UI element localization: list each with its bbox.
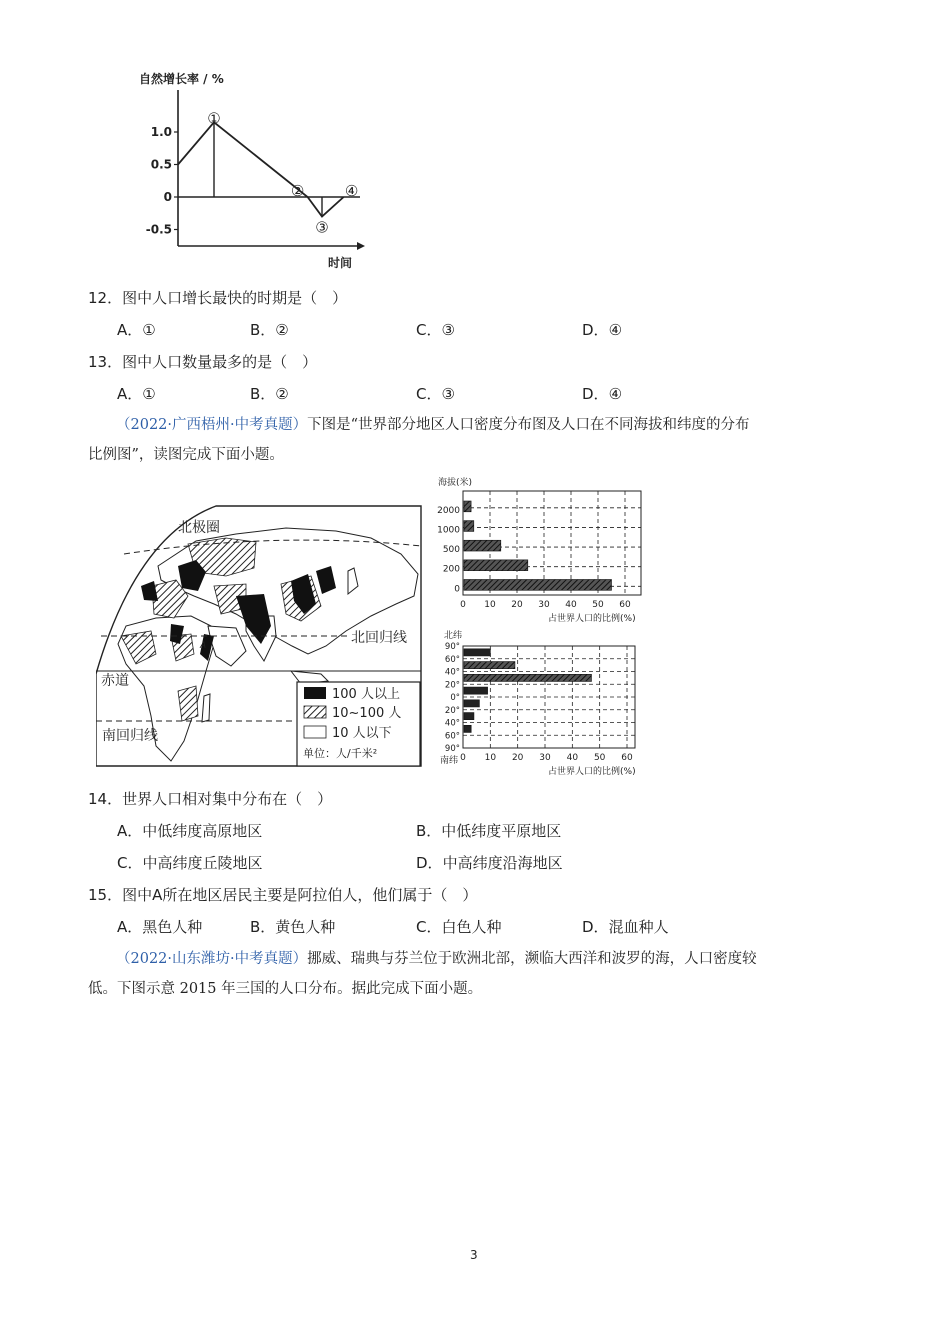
q13-option-a[interactable]: A．① xyxy=(117,385,156,403)
altitude-tick-label: 1000 xyxy=(437,525,460,536)
latitude-tick-label: 20° xyxy=(444,705,460,716)
q12-option-b[interactable]: B．② xyxy=(250,321,289,339)
q14-option-b[interactable]: B．中低纬度平原地区 xyxy=(416,822,562,840)
question-text: 世界人口相对集中分布在（ ） xyxy=(122,790,333,808)
latitude-bar xyxy=(464,725,471,732)
q14-option-d[interactable]: D．中高纬度沿海地区 xyxy=(416,854,563,872)
altitude-xtick-label: 40 xyxy=(565,600,577,610)
tropic-cancer-label: 北回归线 xyxy=(351,630,407,646)
growth-chart-ylabel: 自然增长率 / % xyxy=(139,72,224,86)
legend-unit-label: 单位：人/千米² xyxy=(303,747,378,760)
latitude-bar xyxy=(464,700,479,707)
question-text: 图中A所在地区居民主要是阿拉伯人，他们属于（ ） xyxy=(122,886,478,904)
altitude-xtick-label: 0 xyxy=(460,600,466,610)
growth-rate-chart xyxy=(135,68,370,273)
question-text: 图中人口增长最快的时期是（ ） xyxy=(122,289,348,307)
population-density-map xyxy=(96,476,426,776)
altitude-tick-label: 200 xyxy=(442,564,460,575)
growth-chart-x-arrow xyxy=(357,242,365,250)
growth-chart-point-label: ④ xyxy=(344,182,359,200)
q13-option-b[interactable]: B．② xyxy=(250,385,289,403)
legend-swatch-high xyxy=(304,687,326,699)
arctic-circle-label: 北极圈 xyxy=(178,520,220,536)
altitude-xtick-label: 60 xyxy=(619,600,631,610)
growth-chart-ytick-label: 0.5 xyxy=(150,157,172,172)
question-14 xyxy=(88,788,332,810)
growth-chart-xlabel: 时间 xyxy=(328,256,353,270)
latitude-chart-ylabel-top: 北纬 xyxy=(444,631,463,641)
growth-chart-ytick-label: 0 xyxy=(163,190,172,204)
altitude-bar xyxy=(464,501,471,512)
altitude-chart-xlabel: 占世界人口的比例(%) xyxy=(548,614,636,624)
question-number: 15． xyxy=(88,886,123,904)
growth-chart-point-label: ③ xyxy=(315,218,329,237)
map-legend xyxy=(297,682,420,766)
latitude-xtick-label: 40 xyxy=(566,753,579,763)
point-a-label: A xyxy=(200,641,207,651)
page-number: 3 xyxy=(470,1248,478,1262)
altitude-bar xyxy=(464,540,501,551)
question-13 xyxy=(88,351,317,373)
legend-mid-label: 10~100 人 xyxy=(332,706,402,721)
source-tag: （2022·广西梧州·中考真题） xyxy=(116,417,308,433)
latitude-bar xyxy=(464,674,591,681)
q15-option-d[interactable]: D．混血种人 xyxy=(582,918,669,936)
latitude-xtick-label: 0 xyxy=(460,753,466,763)
question-number: 14． xyxy=(88,790,123,808)
legend-high-label: 100 人以上 xyxy=(332,687,400,702)
latitude-tick-label: 40° xyxy=(444,718,460,729)
latitude-tick-label: 0° xyxy=(450,693,460,703)
intro-paragraph-2: （2022·山东潍坊·中考真题）挪威、瑞典与芬兰位于欧洲北部，濒临大西洋和波罗的海，人口密度较 低。下图示意 2015 年三国的人口分布。据此完成下面小题。 xyxy=(88,951,757,997)
legend-swatch-low xyxy=(304,726,326,738)
legend-swatch-mid xyxy=(304,706,326,718)
growth-chart-point-label: ① xyxy=(207,109,221,128)
latitude-chart-ylabel-bottom: 南纬 xyxy=(440,756,459,766)
q13-option-c[interactable]: C．③ xyxy=(416,385,455,403)
altitude-tick-label: 2000 xyxy=(437,505,460,516)
altitude-xtick-label: 30 xyxy=(538,600,550,610)
altitude-xtick-label: 10 xyxy=(484,600,496,610)
tropic-capricorn-label: 南回归线 xyxy=(102,728,158,744)
growth-rate-line xyxy=(178,122,344,216)
q12-option-a[interactable]: A．① xyxy=(117,321,156,339)
q14-option-a[interactable]: A．中低纬度高原地区 xyxy=(117,822,263,840)
q12-option-d[interactable]: D．④ xyxy=(582,321,623,339)
q12-option-c[interactable]: C．③ xyxy=(416,321,455,339)
altitude-bar xyxy=(464,579,612,590)
growth-chart-ytick-label: -0.5 xyxy=(145,222,172,237)
legend-low-label: 10 人以下 xyxy=(332,726,392,741)
latitude-tick-label: 90° xyxy=(444,642,460,652)
altitude-xtick-label: 50 xyxy=(592,600,604,610)
source-tag: （2022·山东潍坊·中考真题） xyxy=(116,951,308,967)
latitude-tick-label: 60° xyxy=(444,731,460,742)
question-number: 13． xyxy=(88,353,123,371)
altitude-bar-chart xyxy=(430,472,655,624)
land-arabia xyxy=(208,626,246,666)
altitude-bar xyxy=(464,521,474,532)
altitude-chart-ylabel: 海拔(米) xyxy=(438,478,473,488)
latitude-bar xyxy=(464,687,488,694)
latitude-tick-label: 40° xyxy=(444,667,460,678)
altitude-xtick-label: 20 xyxy=(511,600,523,610)
growth-chart-ytick-label: 1.0 xyxy=(150,125,172,139)
latitude-chart-xlabel: 占世界人口的比例(%) xyxy=(548,767,636,777)
latitude-bar-chart xyxy=(430,627,655,779)
latitude-tick-label: 20° xyxy=(444,680,460,691)
equator-label: 赤道 xyxy=(101,673,129,689)
intro-paragraph-1: （2022·广西梧州·中考真题）下图是“世界部分地区人口密度分布图及人口在不同海拔和纬度的分布 比例图”，读图完成下面小题。 xyxy=(88,417,750,463)
latitude-bar xyxy=(464,662,515,669)
latitude-tick-label: 90° xyxy=(444,744,460,754)
latitude-xtick-label: 30 xyxy=(539,753,551,763)
q15-option-b[interactable]: B．黄色人种 xyxy=(250,918,336,936)
q14-option-c[interactable]: C．中高纬度丘陵地区 xyxy=(117,854,263,872)
land-madagascar xyxy=(202,694,210,722)
latitude-xtick-label: 10 xyxy=(484,753,497,763)
latitude-xtick-label: 50 xyxy=(593,753,606,763)
question-number: 12． xyxy=(88,289,123,307)
question-12 xyxy=(88,287,347,309)
question-text: 图中人口数量最多的是（ ） xyxy=(122,353,318,371)
growth-chart-point-label: ② xyxy=(290,182,305,200)
altitude-tick-label: 500 xyxy=(442,545,460,556)
q15-option-a[interactable]: A．黑色人种 xyxy=(117,918,203,936)
latitude-bar xyxy=(464,649,490,656)
question-15 xyxy=(88,884,477,906)
latitude-tick-label: 60° xyxy=(444,654,460,665)
q13-option-d[interactable]: D．④ xyxy=(582,385,623,403)
latitude-xtick-label: 60 xyxy=(621,753,633,763)
altitude-tick-label: 0 xyxy=(454,584,460,595)
latitude-bar xyxy=(464,713,474,720)
latitude-xtick-label: 20 xyxy=(511,753,524,763)
altitude-bar xyxy=(464,560,528,571)
q15-option-c[interactable]: C．白色人种 xyxy=(416,918,502,936)
